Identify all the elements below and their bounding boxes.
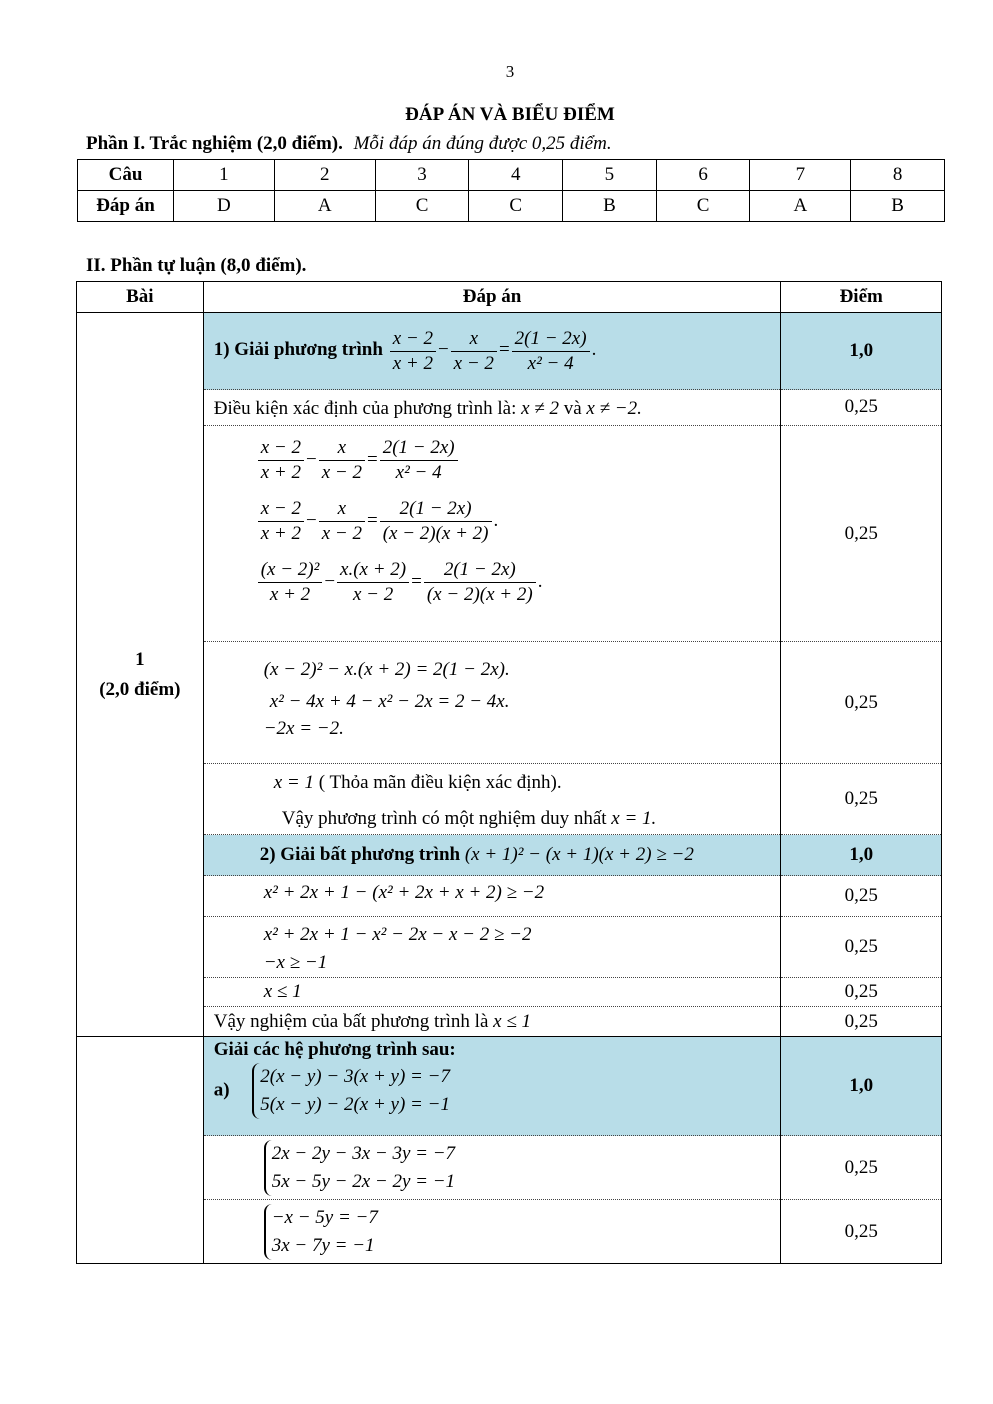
q1-step2-cell: $\frac{x - 2}{x + 2}$ − $\frac{x}{x - 2}$ = $\frac{2(1 - 2x)}{\text{x² − 4}}$ $\frac{x - 2}{x + 2}$ − $\frac{x}{x - 2}$ = $\frac{2(1 - 2x)}{(x - 2)(x + 2)}$ . $\frac{\text{(x − 2)²}}{x + 2}$ − $\frac{x.(x + 2)}{x - 2}$ = $\frac{2(1 - 2x)}{(x - 2)(x + 2)}$ .: [203, 426, 781, 642]
q2-title: 2) Giải bất phương trình: [259, 844, 461, 865]
q1-conclusion: Vậy phương trình có một nghiệm duy nhất: [281, 808, 607, 829]
question-row: [78, 160, 945, 191]
part2-heading: II. Phần tự luận (8,0 điểm).: [86, 255, 307, 276]
q3-step2-cell: −x − 5y = −7 3x − 7y = −1: [203, 1200, 781, 1264]
document-title: ĐÁP ÁN VÀ BIỂU ĐIỂM: [405, 104, 615, 125]
question-number: 6: [656, 160, 750, 191]
part1-heading: [86, 133, 612, 155]
q3-title: Giải các hệ phương trình sau:: [213, 1039, 456, 1060]
q2-step2-score: 0,25: [781, 917, 942, 978]
answer-key: D: [174, 191, 275, 222]
q1-condition-text: Điều kiện xác định của phương trình là:: [213, 398, 517, 419]
q1-condition-and: và: [563, 398, 582, 419]
question-number: 4: [469, 160, 563, 191]
q1-title-row: [77, 313, 942, 390]
q2-step4-cell: Vậy nghiệm của bất phương trình là x ≤ 1: [203, 1007, 781, 1037]
q1-condition-row: [77, 390, 942, 426]
answer-key: B: [563, 191, 657, 222]
q1-condition-cell: Điều kiện xác định của phương trình là: x ≠ 2 và x ≠ −2.: [203, 390, 781, 426]
q2-step1-row: [77, 876, 942, 917]
q2-step2-row: [77, 917, 942, 978]
bai-1-points: (2,0 điểm): [99, 678, 181, 700]
bai-2-cell: [77, 1037, 204, 1264]
bai-1-cell: [77, 313, 204, 1037]
part1-note: Mỗi đáp án đúng được 0,25 điểm.: [353, 133, 612, 154]
multiple-choice-table: [77, 159, 945, 222]
q1-step4-score: 0,25: [781, 764, 942, 835]
q2-step3-score: 0,25: [781, 978, 942, 1007]
q1-step3-cell: (x − 2)² − x.(x + 2) = 2(1 − 2x). x² − 4x + 4 − x² − 2x = 2 − 4x. −2x = −2.: [203, 642, 781, 764]
q1-step3-row: [77, 642, 942, 764]
q2-step1-cell: x² + 2x + 1 − (x² + 2x + x + 2) ≥ −2: [203, 876, 781, 917]
q1-title-cell: 1) Giải phương trình $\frac{x - 2}{x + 2}$ − $\frac{x}{x - 2}$ = $\frac{2(1 - 2x)}{\text{x² − 4}}$ .: [203, 313, 781, 390]
q3-step1-score: 0,25: [781, 1136, 942, 1200]
q2-step3-cell: x ≤ 1: [203, 978, 781, 1007]
q3-title-row: [77, 1037, 942, 1136]
q3-step2-score: 0,25: [781, 1200, 942, 1264]
bai-1-label: 1: [135, 648, 145, 670]
answer-key: C: [656, 191, 750, 222]
question-number: 1: [174, 160, 275, 191]
q3-step1-row: [77, 1136, 942, 1200]
q3-step1-cell: 2x − 2y − 3x − 3y = −7 5x − 5y − 2x − 2y = −1: [203, 1136, 781, 1200]
q1-condition-score: 0,25: [781, 390, 942, 426]
answer-key: A: [274, 191, 375, 222]
q1-step2-score: 0,25: [781, 426, 942, 642]
question-row-label: Câu: [78, 160, 174, 191]
page-number: 3: [505, 62, 515, 81]
part1-title: Phần I. Trắc nghiệm (2,0 điểm).: [86, 133, 343, 154]
q1-score: 1,0: [781, 313, 942, 390]
answer-key: C: [469, 191, 563, 222]
question-number: 5: [563, 160, 657, 191]
question-number: 7: [750, 160, 851, 191]
q1-title: 1) Giải phương trình: [213, 339, 383, 361]
question-number: 3: [375, 160, 469, 191]
q1-step4-row: [77, 764, 942, 835]
q2-step1-score: 0,25: [781, 876, 942, 917]
col-header-bai: Bài: [77, 282, 204, 313]
answer-key: C: [375, 191, 469, 222]
answer-key: B: [851, 191, 945, 222]
q1-solution-note: ( Thỏa mãn điều kiện xác định).: [318, 772, 562, 793]
q2-step2-cell: x² + 2x + 1 − x² − 2x − x − 2 ≥ −2 −x ≥ −1: [203, 917, 781, 978]
answer-row: [78, 191, 945, 222]
essay-header-row: [77, 282, 942, 313]
q2-score: 1,0: [781, 835, 942, 876]
col-header-diem: Điểm: [781, 282, 942, 313]
col-header-dap-an: Đáp án: [203, 282, 781, 313]
q2-title-row: [77, 835, 942, 876]
q2-step3-row: [77, 978, 942, 1007]
q3-title-cell: Giải các hệ phương trình sau: a) 2(x − y) − 3(x + y) = −7 5(x − y) − 2(x + y) = −1: [203, 1037, 781, 1136]
essay-answer-table: [76, 281, 942, 1264]
q2-step4-row: [77, 1007, 942, 1037]
q2-conclusion: Vậy nghiệm của bất phương trình là: [213, 1010, 489, 1032]
q2-step4-score: 0,25: [781, 1007, 942, 1037]
q3-score: 1,0: [781, 1037, 942, 1136]
q1-step2-row: [77, 426, 942, 642]
question-number: 8: [851, 160, 945, 191]
answer-key: A: [750, 191, 851, 222]
q1-step4-cell: x = 1 ( Thỏa mãn điều kiện xác định). Vậy phương trình có một nghiệm duy nhất x = 1.: [203, 764, 781, 835]
question-number: 2: [274, 160, 375, 191]
q3-part-a: a): [213, 1079, 230, 1101]
q3-step2-row: [77, 1200, 942, 1264]
answer-row-label: Đáp án: [78, 191, 174, 222]
q2-title-cell: 2) Giải bất phương trình (x + 1)² − (x + 1)(x + 2) ≥ −2: [203, 835, 781, 876]
q1-step3-score: 0,25: [781, 642, 942, 764]
